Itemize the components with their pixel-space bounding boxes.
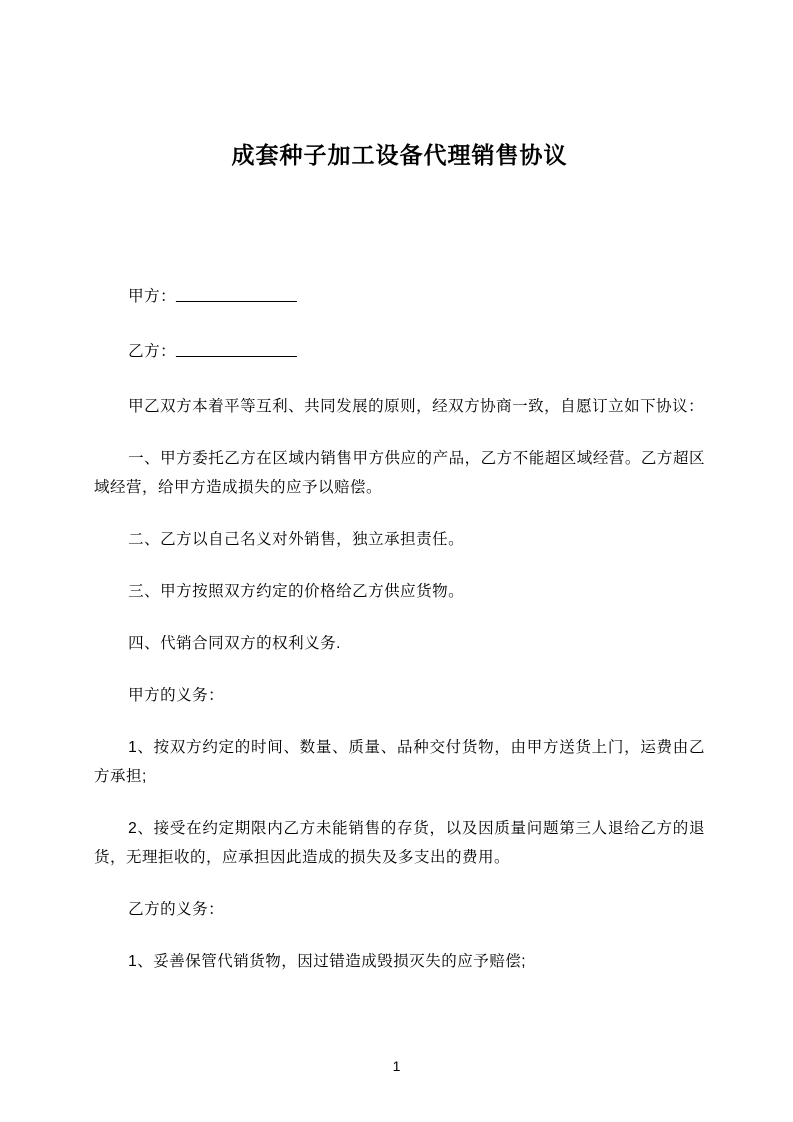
document-title: 成套种子加工设备代理销售协议 <box>231 142 568 168</box>
clause-1: 一、甲方委托乙方在区域内销售甲方供应的产品，乙方不能超区域经营。乙方超区域经营，给甲方造成损失的应予以赔偿。 <box>94 450 705 496</box>
party-a-obligations-heading: 甲方的义务： <box>128 687 225 704</box>
party-a-obligation-2: 2、接受在约定期限内乙方未能销售的存货，以及因质量问题第三人退给乙方的退货，无理拒收的，应承担因此造成的损失及多支出的费用。 <box>94 820 705 866</box>
party-b-line <box>94 337 705 366</box>
party-a-label: 甲方： <box>128 288 177 305</box>
party-b-blank-field: ______________ <box>176 341 297 358</box>
clause-3: 三、甲方按照双方约定的价格给乙方供应货物。 <box>128 583 465 600</box>
party-a-blank-field: ______________ <box>176 286 297 303</box>
party-a-obligation-1: 1、按双方约定的时间、数量、质量、品种交付货物，由甲方送货上门，运费由乙方承担; <box>94 739 705 785</box>
party-b-label: 乙方： <box>128 343 177 360</box>
clause-4: 四、代销合同双方的权利义务. <box>128 635 341 652</box>
clause-2: 二、乙方以自己名义对外销售，独立承担责任。 <box>128 531 465 548</box>
party-b-obligation-1: 1、妥善保管代销货物，因过错造成毁损灭失的应予赔偿; <box>128 953 527 970</box>
party-b-obligations-heading: 乙方的义务： <box>128 901 225 918</box>
document-body <box>94 282 705 976</box>
party-a-line <box>94 282 705 311</box>
page-number: 1 <box>392 1058 401 1074</box>
intro-paragraph: 甲乙双方本着平等互利、共同发展的原则，经双方协商一致，自愿订立如下协议： <box>128 398 705 415</box>
